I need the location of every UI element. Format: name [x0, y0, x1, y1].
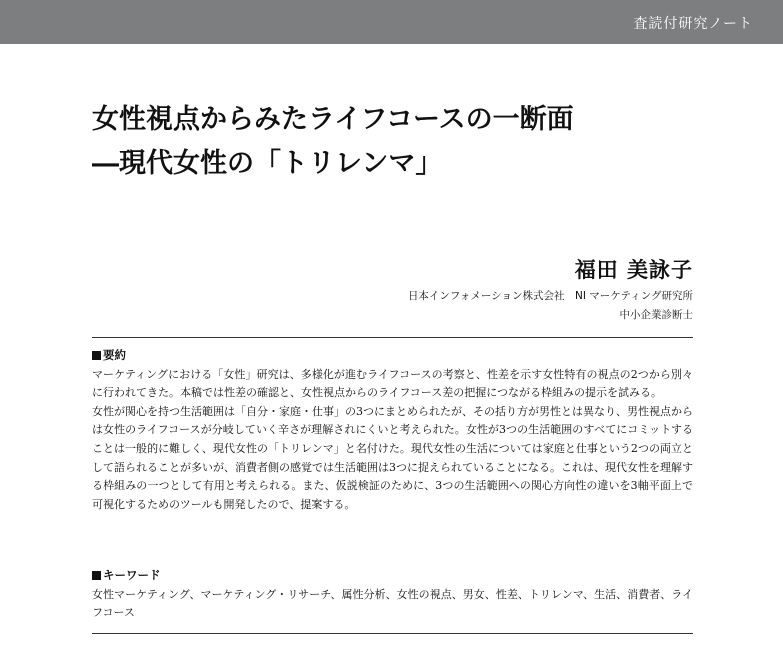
- affiliation-line-1: 日本インフォメーション株式会社 NI マーケティング研究所: [407, 290, 693, 302]
- title-line-2: ―現代女性の「トリレンマ」: [92, 148, 443, 179]
- category-label: 査読付研究ノート: [633, 16, 753, 32]
- abstract-paragraph-2: 女性が関心を持つ生活範囲は「自分・家庭・仕事」の3つにまとめられたが、その括り方が男性とは異なり、男性視点からは女性のライフコースが分岐していく辛さが理解されにくいと考えられた。女性が3つの生活範囲のすべてにコミットすることは一般的に難しく、現代女性の「トリレンマ」と名付けた。現代女性の生活については家庭と仕事という2つの両立として語られることが多いが、消費者側の感覚では生活範囲は3つに捉えられていることになる。これは、現代女性を理解する枠組みの一つとして有用と考えられる。また、仮説検証のために、3つの生活範囲への関心方向性の違いを3軸平面上で可視化するためのツールも開発したので、提案する。: [92, 404, 693, 511]
- abstract-heading: [92, 346, 693, 365]
- abstract-heading-text: 要約: [103, 348, 126, 362]
- keywords-heading-text: キーワード: [103, 568, 161, 582]
- author-affiliation: [408, 287, 693, 325]
- keywords-text: 女性マーケティング、マーケティング・リサーチ、属性分析、女性の視点、男女、性差、トリレンマ、生活、消費者、ライフコース: [92, 587, 693, 620]
- author-name: 福田 美詠子: [574, 258, 693, 282]
- square-bullet-icon: [92, 351, 101, 360]
- square-bullet-icon: [92, 571, 101, 580]
- abstract-paragraph-1: マーケティングにおける「女性」研究は、多様化が進むライフコースの考察と、性差を示す女性特有の視点の2つから別々に行われてきた。本稿では性差の確認と、女性視点からのライフコース差の把握につながる枠組みの提示を試みる。: [92, 367, 693, 400]
- title-line-1: 女性視点からみたライフコースの一断面: [92, 104, 574, 135]
- abstract-section: [92, 346, 693, 514]
- header-band: [0, 0, 783, 44]
- divider-bottom: [92, 633, 693, 634]
- paper-title: [92, 98, 732, 186]
- keywords-heading: [92, 566, 693, 585]
- keywords-section: [92, 566, 693, 623]
- affiliation-line-2: 中小企業診断士: [619, 309, 693, 321]
- divider-top: [92, 337, 693, 338]
